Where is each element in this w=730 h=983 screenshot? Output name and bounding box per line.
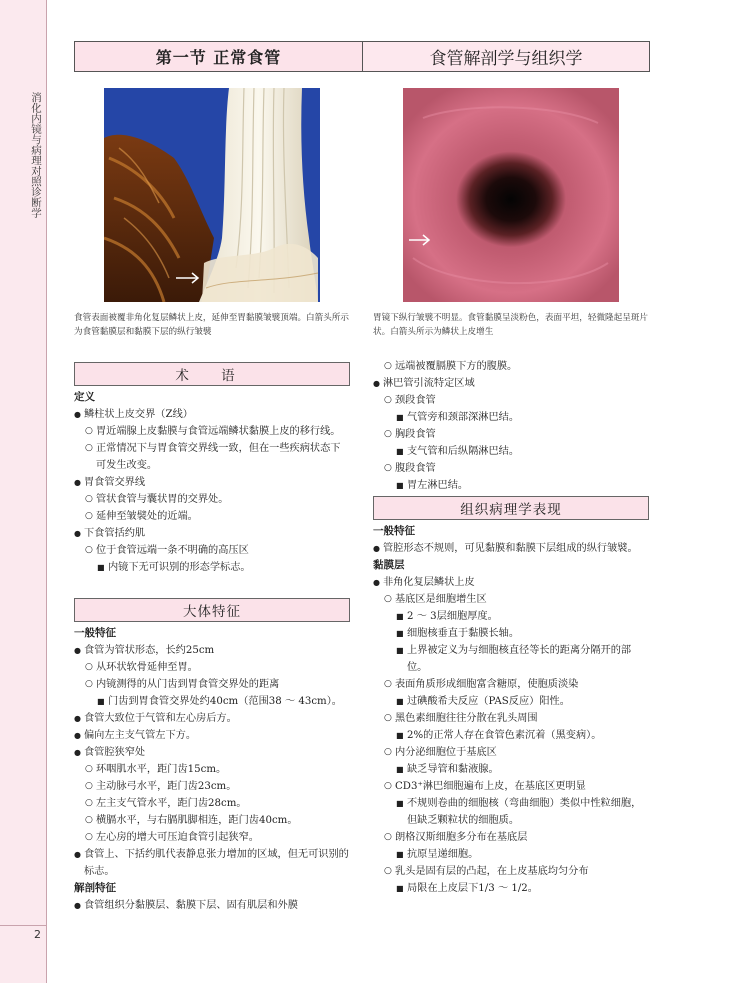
list-item: ■ 局限在上皮层下1/3 ～ 1/2。 (373, 880, 649, 897)
list-item: ● 食管为管状形态，长约25cm (74, 642, 350, 659)
book-title: 消化内镜与病理对照诊断学 (30, 92, 42, 218)
section-terminology: 术 语 (74, 362, 350, 386)
list-item: ● 食管组织分黏膜层、黏膜下层、固有肌层和外膜 (74, 897, 350, 914)
list-item: ■ 门齿到胃食管交界处约40cm（范围38 ～ 43cm）。 (74, 693, 350, 710)
list-item: ○ CD3⁺淋巴细胞遍布上皮，在基底区更明显 (373, 778, 649, 795)
list-item: ● 非角化复层鳞状上皮 (373, 574, 649, 591)
figure-caption: 胃镜下纵行皱襞不明显。食管黏膜呈淡粉色，表面平坦，轻微隆起呈斑片状。白箭头所示为鳞状上皮增生 (373, 313, 649, 337)
endoscopy-photo (403, 88, 619, 302)
subheading: 定义 (74, 391, 95, 403)
list-item: ■ 不规则卷曲的细胞核（弯曲细胞）类似中性粒细胞，但缺乏颗粒状的细胞质。 (373, 795, 649, 829)
list-item: ■ 缺乏导管和黏液腺。 (373, 761, 649, 778)
section-histopathology: 组织病理学表现 (373, 496, 649, 520)
list-item: ○ 黑色素细胞往往分散在乳头周围 (373, 710, 649, 727)
list-item: ■ 上界被定义为与细胞核直径等长的距离分隔开的部位。 (373, 642, 649, 676)
list-item: ○ 延伸至皱襞处的近端。 (74, 508, 350, 525)
list-item: ○ 乳头是固有层的凸起，在上皮基底均匀分布 (373, 863, 649, 880)
page-number: 2 (34, 928, 41, 941)
arrow-icon (409, 235, 429, 245)
lymph-drainage-content (373, 358, 649, 494)
list-item: ■ 过碘酸希夫反应（PAS反应）阳性。 (373, 693, 649, 710)
list-item: ● 管腔形态不规则，可见黏膜和黏膜下层组成的纵行皱襞。 (373, 540, 649, 557)
section-gross-features: 大体特征 (74, 598, 350, 622)
list-item: ○ 腹段食管 (373, 460, 649, 477)
subheading: 黏膜层 (373, 559, 405, 571)
list-item: ● 偏向左主支气管左下方。 (74, 727, 350, 744)
list-item: ○ 正常情况下与胃食管交界线一致，但在一些疾病状态下可发生改变。 (74, 440, 350, 474)
list-item: ● 下食管括约肌 (74, 525, 350, 542)
list-item: ● 胃食管交界线 (74, 474, 350, 491)
list-item: ○ 颈段食管 (373, 392, 649, 409)
subheading: 解剖特征 (74, 882, 116, 894)
page-header (74, 41, 650, 72)
figure-caption: 食管表面被覆非角化复层鳞状上皮，延伸至胃黏膜皱襞顶端。白箭头所示为食管黏膜层和黏膜下层的纵行皱襞 (74, 313, 350, 337)
list-item: ○ 环咽肌水平，距门齿15cm。 (74, 761, 350, 778)
list-item: ○ 朗格汉斯细胞多分布在基底层 (373, 829, 649, 846)
list-item: ○ 表面角质形成细胞富含糖原，使胞质淡染 (373, 676, 649, 693)
list-item: ○ 位于食管远端一条不明确的高压区 (74, 542, 350, 559)
list-item: ● 食管腔狭窄处 (74, 744, 350, 761)
sidebar-divider (0, 925, 46, 926)
list-item: ○ 左主支气管水平，距门齿28cm。 (74, 795, 350, 812)
subheading: 一般特征 (74, 627, 116, 639)
list-item: ■ 气管旁和颈部深淋巴结。 (373, 409, 649, 426)
list-item: ○ 胃近端腺上皮黏膜与食管远端鳞状黏膜上皮的移行线。 (74, 423, 350, 440)
sidebar (0, 0, 47, 983)
section-title: 第一节 正常食管 (75, 42, 363, 71)
list-item: ■ 细胞核垂直于黏膜长轴。 (373, 625, 649, 642)
list-item: ○ 横膈水平，与右膈肌脚相连，距门齿40cm。 (74, 812, 350, 829)
list-item: ○ 远端被覆膈膜下方的腹膜。 (373, 358, 649, 375)
gross-content (74, 625, 350, 914)
list-item: ○ 从环状软骨延伸至胃。 (74, 659, 350, 676)
list-item: ○ 主动脉弓水平，距门齿23cm。 (74, 778, 350, 795)
endoscopy-illustration (403, 88, 619, 302)
list-item: ■ 抗原呈递细胞。 (373, 846, 649, 863)
list-item: ■ 支气管和后纵隔淋巴结。 (373, 443, 649, 460)
subheading: 一般特征 (373, 525, 415, 537)
list-item: ■ 2%的正常人存在食管色素沉着（黑变病）。 (373, 727, 649, 744)
list-item: ○ 基底区是细胞增生区 (373, 591, 649, 608)
gross-specimen-photo (104, 88, 320, 302)
histology-content (373, 523, 649, 897)
list-item: ○ 左心房的增大可压迫食管引起狭窄。 (74, 829, 350, 846)
list-item: ■ 胃左淋巴结。 (373, 477, 649, 494)
list-item: ○ 内分泌细胞位于基底区 (373, 744, 649, 761)
list-item: ■ 内镜下无可识别的形态学标志。 (74, 559, 350, 576)
topic-title: 食管解剖学与组织学 (363, 42, 649, 71)
list-item: ● 鳞柱状上皮交界（Z线） (74, 406, 350, 423)
list-item: ○ 胸段食管 (373, 426, 649, 443)
list-item: ● 淋巴管引流特定区域 (373, 375, 649, 392)
list-item: ● 食管上、下括约肌代表静息张力增加的区域，但无可识别的标志。 (74, 846, 350, 880)
list-item: ■ 2 ～ 3层细胞厚度。 (373, 608, 649, 625)
terminology-content (74, 389, 350, 576)
list-item: ○ 管状食管与囊状胃的交界处。 (74, 491, 350, 508)
gross-specimen-illustration (104, 88, 320, 302)
list-item: ● 食管大致位于气管和左心房后方。 (74, 710, 350, 727)
list-item: ○ 内镜测得的从门齿到胃食管交界处的距离 (74, 676, 350, 693)
